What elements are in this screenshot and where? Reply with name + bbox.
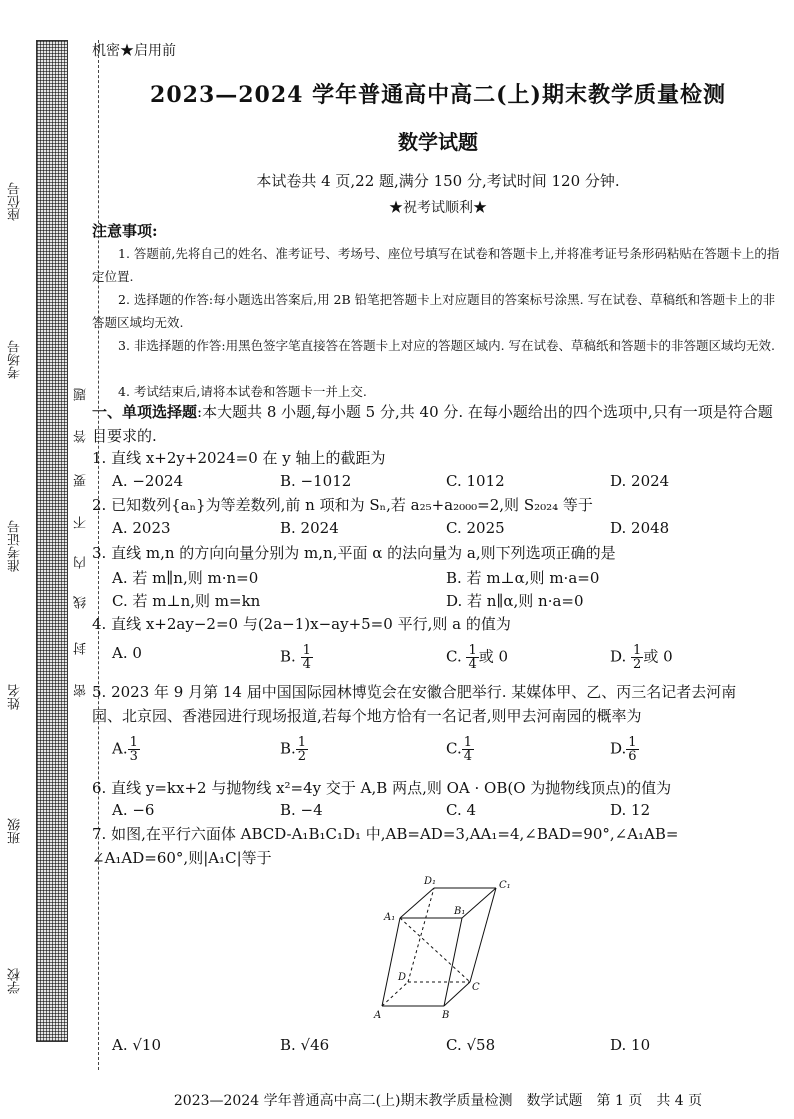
denominator: 2 [633,657,642,672]
numerator: 1 [628,735,637,750]
option-label: D. [610,739,627,758]
option: B. 2024 [280,519,339,537]
option: B. −4 [280,801,323,819]
option-label: D. [610,647,632,666]
option: B. 若 m⊥α,则 m·a=0 [446,569,600,587]
numerator: 1 [129,735,138,750]
note-item: 3. 非选择题的作答:用黑色签字笔直接答在答题卡上对应的答题区域内. 写在试卷、草稿纸和答题卡的非答题区域均无效. [118,338,776,353]
fraction [631,644,643,671]
option-tail: 或 0 [643,647,673,666]
option-tail: 或 0 [478,647,509,666]
edge-A1D1 [400,888,434,918]
numerator: 1 [633,643,642,658]
exam-wish: ★祝考试顺利★ [389,200,487,216]
option [280,736,308,763]
option-label: B. [280,647,301,666]
binding-strip [36,40,68,1042]
option: D. 若 n∥α,则 n·a=0 [446,592,584,610]
option-label: B. [280,739,296,758]
page-footer: 2023—2024 学年普通高中高二(上)期末教学质量检测 数学试题 第 1 页 共 4 页 [173,1093,703,1109]
option: C. 2025 [446,519,505,537]
fraction [462,736,474,763]
exam-title: 2023—2024 学年普通高中高二(上)期末教学质量检测 [150,82,726,108]
section-heading-title: 一、单项选择题 [92,403,198,421]
question-stem: 园、北京园、香港园进行现场报道,若每个地方恰有一名记者,则甲去河南园的概率为 [92,707,642,725]
option: D. 12 [610,801,651,819]
seal-char: 答 [74,430,89,443]
denominator: 4 [463,749,472,764]
denominator: 6 [628,749,637,764]
option: D. 10 [610,1036,651,1054]
seal-char: 封 [74,642,89,655]
fraction [296,736,308,763]
option: C. 1012 [446,472,505,490]
vertex-label: B₁ [454,906,466,917]
denominator: 2 [297,749,307,764]
note-item: 1. 答题前,先将自己的姓名、准考证号、考场号、座位号填写在试卷和答题卡上,并将准考证号条形码粘贴在答题卡上的指定位置. [92,246,780,284]
question-stem: 1. 直线 x+2y+2024=0 在 y 轴上的截距为 [92,449,386,467]
seat-label: 座位号 [8,182,23,221]
edge-B1C1 [462,888,496,918]
parallelepiped-figure [370,872,530,1022]
school-label: 学校 [8,968,23,994]
numerator: 1 [297,735,307,750]
denominator: 4 [468,657,477,672]
denominator: 4 [302,657,311,672]
fraction [466,644,478,671]
numerator: 1 [463,735,472,750]
exam-subtitle: 数学试题 [398,130,478,154]
edge-AA1 [382,918,400,1006]
option: A. √10 [112,1036,162,1054]
option [446,644,508,671]
option: C. √58 [446,1036,496,1054]
exam-room-label: 考场号 [8,340,23,379]
vertex-label: B [442,1010,450,1021]
vertex-label: C [472,982,480,993]
option-label: C. [446,647,467,666]
note-item: 2. 选择题的作答:每小题选出答案后,用 2B 铅笔把答题卡上对应题目的答案标号涂黑. 写在试卷、草稿纸和答题卡上的非答题区域均无效. [92,292,776,330]
option: D. 2024 [610,472,670,490]
exam-info: 本试卷共 4 页,22 题,满分 150 分,考试时间 120 分钟. [256,172,620,190]
option: A. −2024 [112,472,184,490]
seal-char: 题 [74,388,89,401]
option [610,644,673,671]
edge-BB1 [444,918,462,1006]
vertex-label: A₁ [384,912,396,923]
question-stem: 6. 直线 y=kx+2 与抛物线 x²=4y 交于 A,B 两点,则 OA · OB(O 为抛物线顶点)的值为 [92,779,672,797]
option: A. −6 [112,801,155,819]
denominator: 3 [129,749,138,764]
name-label: 姓名 [8,684,23,710]
option [446,736,474,763]
note-item: 4. 考试结束后,请将本试卷和答题卡一并上交. [118,384,367,399]
fraction [128,736,140,763]
option [280,644,313,671]
question-stem: 7. 如图,在平行六面体 ABCD-A₁B₁C₁D₁ 中,AB=AD=3,AA₁=4,∠BAD=90°,∠A₁AB= [92,825,679,843]
fraction [301,644,313,671]
seal-char: 线 [74,596,89,609]
option: C. 若 m⊥n,则 m=kn [112,592,261,610]
option: D. 2048 [610,519,670,537]
admission-label: 准考证号 [8,520,23,572]
option: A. 2023 [112,519,171,537]
option [610,736,639,763]
option: C. 4 [446,801,477,819]
seal-char: 内 [74,556,89,569]
option: B. −1012 [280,472,352,490]
question-stem: ∠A₁AD=60°,则|A₁C|等于 [92,849,272,867]
question-stem: 3. 直线 m,n 的方向向量分别为 m,n,平面 α 的法向量为 a,则下列选项正确的是 [92,544,616,562]
option-label: A. [112,739,128,758]
section-heading [92,400,784,448]
vertex-label: A [374,1010,382,1021]
fraction [626,736,638,763]
confidential-label: 机密★启用前 [92,43,176,59]
question-stem: 5. 2023 年 9 月第 14 届中国国际园林博览会在安徽合肥举行. 某媒体甲、乙、丙三名记者去河南 [92,683,737,701]
question-stem: 4. 直线 x+2ay−2=0 与(2a−1)x−ay+5=0 平行,则 a 的值为 [92,615,511,633]
edge-CC1 [470,888,496,982]
seal-char: 要 [74,474,89,487]
vertex-label: D₁ [424,876,437,887]
option: B. √46 [280,1036,330,1054]
question-stem: 2. 已知数列{aₙ}为等差数列,前 n 项和为 Sₙ,若 a₂₅+a₂₀₀₀=2,则 S₂₀₂₄ 等于 [92,496,593,514]
notes-title: 注意事项: [92,222,158,240]
section-heading-text: :本大题共 8 小题,每小题 5 分,共 40 分. 在每小题给出的四个选项中,只有一项是符合题目要求的. [92,403,773,445]
diagonal-A1C [400,918,470,982]
seal-char: 密 [74,684,89,697]
numerator: 1 [468,643,477,658]
option [112,736,140,763]
option: A. 0 [112,644,142,662]
option-label: C. [446,739,462,758]
seal-char: 不 [74,516,89,529]
numerator: 1 [302,643,311,658]
edge-DD1 [408,888,434,982]
vertex-label: D [398,972,407,983]
option: A. 若 m∥n,则 m·n=0 [112,569,259,587]
vertex-label: C₁ [499,880,511,891]
class-label: 班级 [8,818,23,844]
